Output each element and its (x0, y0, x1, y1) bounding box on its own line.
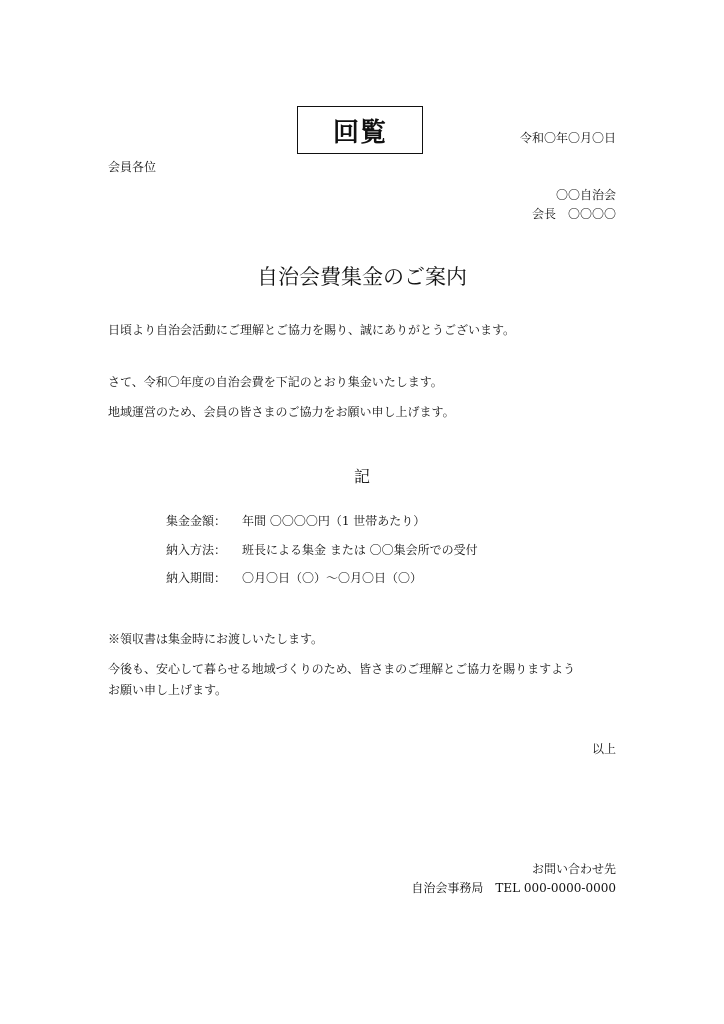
detail-label: 集金金額： (166, 514, 227, 528)
document-title: 自治会費集金のご案内 (257, 265, 467, 289)
circulation-label: 回覧 (332, 117, 387, 148)
intro-line-1: さて、令和〇年度の自治会費を下記のとおり集金いたします。 (108, 375, 443, 389)
contact-block (411, 860, 616, 898)
contact-label: お問い合わせ先 (531, 862, 616, 876)
details-list (166, 512, 478, 598)
contact-line: 自治会事務局 TEL 000-0000-0000 (411, 881, 616, 895)
sender-block (532, 186, 616, 224)
detail-value: 年間 〇〇〇〇円（1 世帯あたり） (242, 514, 426, 528)
greeting-paragraph: 日頃より自治会活動にご理解とご協力を賜り、誠にありがとうございます。 (108, 323, 516, 337)
detail-row (166, 569, 478, 598)
circulation-stamp-box (297, 106, 423, 154)
detail-row (166, 541, 478, 570)
recipient: 会員各位 (108, 160, 157, 174)
intro-line-2: 地域運営のため、会員の皆さまのご協力をお願い申し上げます。 (108, 405, 455, 419)
detail-value: 〇月〇日（〇）～〇月〇日（〇） (242, 571, 423, 585)
sender-org: 〇〇自治会 (555, 188, 616, 202)
detail-row (166, 512, 478, 541)
ki-heading: 記 (353, 467, 370, 486)
closing-paragraph-line-1: 今後も、安心して暮らせる地域づくりのため、皆さまのご理解とご協力を賜りますよう (108, 662, 576, 676)
detail-label: 納入期間： (166, 571, 227, 585)
sender-person: 会長 〇〇〇〇 (531, 207, 616, 221)
document-date: 令和〇年〇月〇日 (519, 131, 616, 145)
closing-paragraph-line-2: お願い申し上げます。 (108, 683, 228, 697)
detail-value: 班長による集金 または 〇〇集会所での受付 (242, 542, 478, 557)
detail-label: 納入方法： (166, 542, 227, 557)
receipt-note: ※領収書は集金時にお渡しいたします。 (108, 632, 324, 646)
closing-mark: 以上 (591, 742, 616, 756)
